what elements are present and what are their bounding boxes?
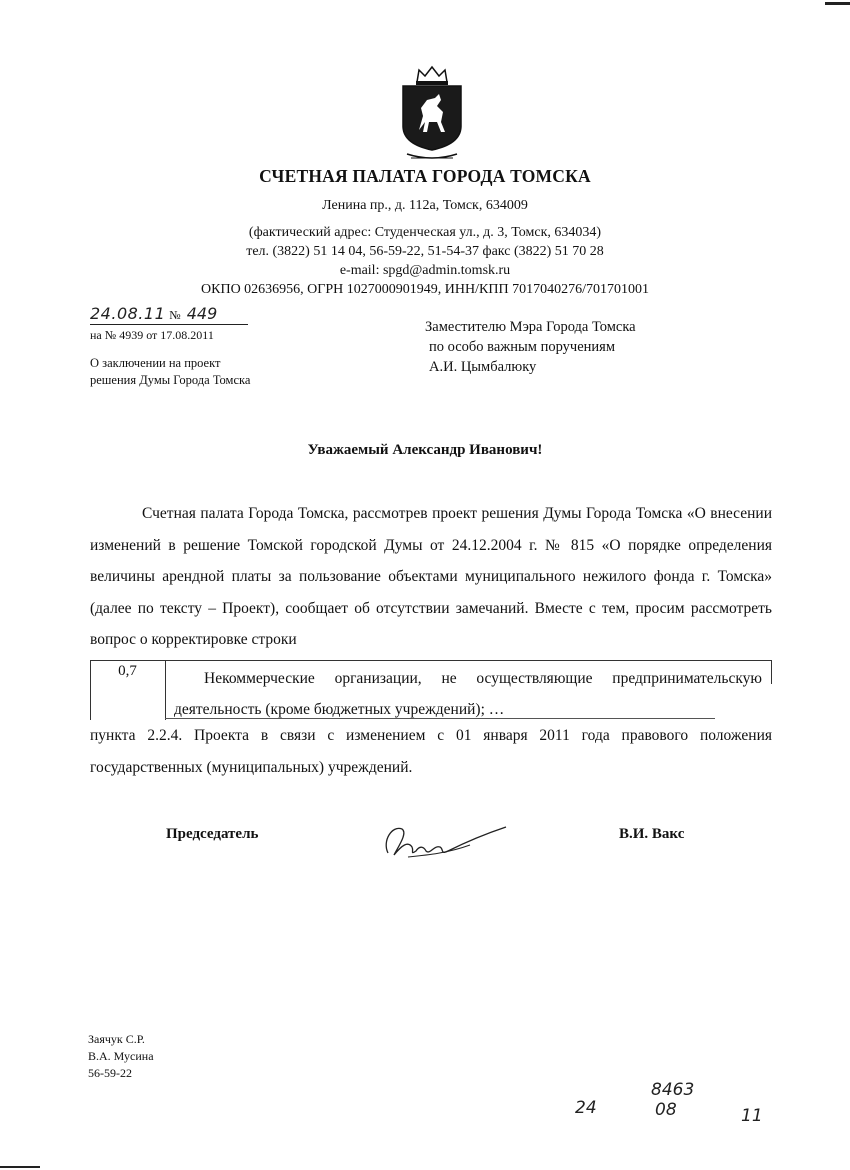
registration-month: 08 — [655, 1100, 677, 1120]
reference-number: на № 4939 от 17.08.2011 — [90, 328, 214, 342]
registration-number: 8463 — [651, 1080, 695, 1100]
paragraph-1-request: Вместе с тем, просим рассмотреть вопрос о корректировке строки — [90, 599, 772, 648]
scan-artifact-bottom — [0, 1166, 40, 1168]
scan-artifact-top — [825, 2, 850, 5]
subject-line-2: решения Думы Города Томска — [90, 373, 251, 387]
salutation: Уважаемый Александр Иванович! — [307, 442, 543, 458]
phone-fax: тел. (3822) 51 14 04, 56-59-22, 51-54-37 факс (3822) 51 70 28 — [246, 244, 604, 259]
outgoing-date-handwritten: 24.08.11 — [90, 304, 166, 323]
outgoing-underline — [90, 324, 248, 325]
legal-address: Ленина пр., д. 112а, Томск, 634009 — [322, 198, 528, 213]
body-paragraph-2: пункта 2.2.4. Проекта в связи с изменением с 01 января 2011 года правового положения государственных (муниципальных) учреждений. — [90, 727, 772, 776]
signer-position: Председатель — [166, 826, 259, 842]
email: e-mail: spgd@admin.tomsk.ru — [339, 263, 511, 278]
executor-phone: 56-59-22 — [88, 1066, 132, 1080]
executor-2: В.А. Мусина — [88, 1049, 154, 1063]
executors — [88, 1031, 154, 1082]
number-sign: № — [169, 308, 181, 322]
addressee-line-2: по особо важным поручениям — [429, 339, 616, 355]
requisites: ОКПО 02636956, ОГРН 1027000901949, ИНН/КПП 7017040276/701701001 — [201, 282, 649, 297]
registration-stamp — [575, 1080, 775, 1130]
quoted-table-row — [90, 660, 772, 720]
signer-name: В.И. Вакс — [619, 826, 685, 842]
paragraph-1-main: Счетная палата Города Томска, рассмотрев проект решения Думы Города Томска «О внесении изменений в решение Томской городской Думы от 24.12.2004 г. № 815 «О порядке определения величины арендной платы за пользование объектами муниципального нежилого фонда г. Томска» (далее по тексту – Проект), сообщает об отсутствии замечаний. — [90, 505, 772, 617]
registration-year: 11 — [741, 1106, 763, 1126]
executor-1: Заячук С.Р. — [88, 1032, 145, 1046]
table-top-border — [90, 660, 772, 661]
city-emblem-icon — [397, 64, 467, 164]
table-description: Некоммерческие организации, не осуществляющие предпринимательскую деятельность (кроме бюджетных учреждений); … — [174, 670, 762, 718]
addressee — [425, 317, 636, 377]
body-paragraph-1 — [90, 498, 772, 656]
handwritten-signature — [378, 815, 513, 865]
actual-address: (фактический адрес: Студенческая ул., д. 3, Томск, 634034) — [248, 225, 602, 240]
outgoing-number — [90, 304, 250, 323]
addressee-line-1: Заместителю Мэра Города Томска — [425, 319, 636, 335]
letter-subject — [90, 355, 250, 389]
table-coefficient: 0,7 — [118, 663, 137, 679]
table-right-border — [771, 660, 772, 684]
table-column-divider — [165, 660, 166, 720]
subject-line-1: О заключении на проект — [90, 356, 221, 370]
outgoing-number-handwritten: 449 — [186, 304, 218, 323]
contact-block — [0, 223, 850, 299]
registration-day: 24 — [575, 1098, 597, 1118]
organization-name: СЧЕТНАЯ ПАЛАТА ГОРОДА ТОМСКА — [259, 166, 591, 186]
addressee-line-3: А.И. Цымбалюку — [429, 359, 537, 375]
